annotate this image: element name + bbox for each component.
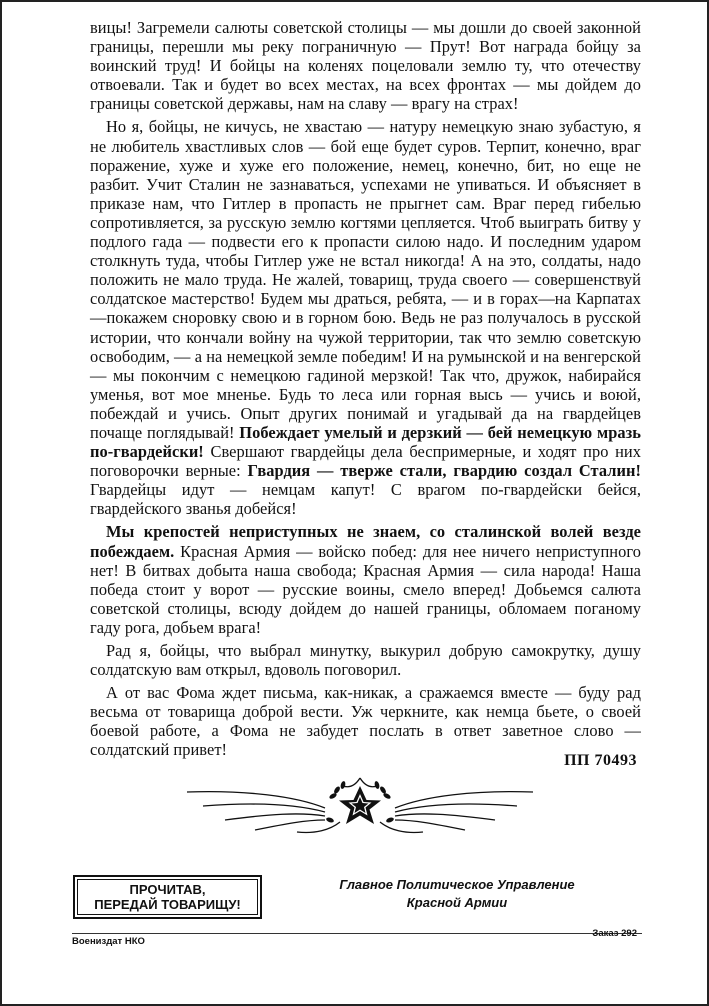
article-body <box>90 18 641 764</box>
paragraph-1: вицы! Загремели салюты советской столицы — мы дошли до своей законной границы, перешли мы реку пограничную — Прут! Вот награда бойцу за воинский труд! И бойцы на коленях поцеловали землю ту, что отечеству отвоевали. Так и будет во всех местах, на всех фронтах — мы дойдем до границы советской державы, нам на славу — врагу на страх! <box>90 18 641 114</box>
footer-order-number: Заказ 292 <box>592 928 637 939</box>
stamp-line-1: ПРОЧИТАВ, <box>129 882 206 897</box>
publisher-line-2: Красной Армии <box>406 895 508 910</box>
footer-publisher: Воениздат НКО <box>72 936 145 947</box>
paragraph-4: Рад я, бойцы, что выбрал минутку, выкурил добрую самокрутку, душу солдатскую вам открыл, вдоволь поговорил. <box>90 641 641 680</box>
pass-to-comrade-stamp <box>73 875 262 919</box>
paragraph-5: А от вас Фома ждет письма, как-никак, а сражаемся вместе — буду рад весьма от товарища доброй вести. Уж черкните, как немца бьете, о своей боевой работе, а Фома не забудет послать в ответ заветное слово — солдатский привет! <box>90 683 641 760</box>
paragraph-2-text-e: Гвардейцы идут — немцам капут! С врагом по-гвардейски бейся, гвардейского званья добейся! <box>90 480 641 519</box>
star-wreath-icon <box>185 772 535 842</box>
paragraph-2 <box>90 117 641 518</box>
slogan-guards-steel: Гвардия — тверже стали, гвардию создал Сталин! <box>247 461 641 481</box>
stamp-line-2: ПЕРЕДАЙ ТОВАРИЩУ! <box>94 897 241 912</box>
publisher-line-1: Главное Политическое Управление <box>339 877 575 892</box>
slogan-guards-bold: Побеждает умелый и дерзкий — бей немецкую мразь по-гвардейски! <box>90 422 641 462</box>
footer-divider <box>72 933 642 934</box>
paragraph-3-text-b: Красная Армия — войско побед: для нее ничего неприступного нет! В битвах добыта наша свобода; Красная Армия — сила народа! Наша победа стоит у ворот — русские воины, смело вперед! Добьемся салюта советской столицы, всюду дойдем до нашей границы, обломаем поганому гаду рога, добьем врага! <box>90 541 641 637</box>
print-code: ПП 70493 <box>564 752 637 769</box>
slogan-fortresses: Мы крепостей неприступных не знаем, со сталинской волей везде побеждаем. <box>90 522 641 561</box>
paragraph-2-text-a: Но я, бойцы, не кичусь, не хвастаю — натуру немецкую знаю зубастую, я не любитель хвастливых слов — бой еще будет суров. Терпит, конечно, враг поражение, хуже и хуже его положение, немец, конечно, бит, но еще не разбит. Учит Сталин не зазнаваться, успехами не упиваться. И объясняет в приказе нам, что Гитлер в пропасть не прыгнет сам. Враг перед гибелью сопротивляется, за русскую землю когтями цепляется. Чтоб выиграть битву у подлого гада — подвести его к пропасти силою надо. И последним ударом столкнуть туда, чтобы Гитлер уже не встал никогда! А на это, солдаты, надо положить не мало труда. Не жалей, товарищ, труда своего — совершенствуй солдатское мастерство! Будем мы драться, ребята, — и в горах—на Карпатах—покажем сноровку свою и в горном бою. Ведь не раз получалось в русской истории, что кончали войну на чужой территории, так что землю советскую освободим, — а на немецкой земле победим! И на румынской и на венгерской — мы покончим с немецкою гадиной мерзкой! Так что, дружок, набирайся уменья, вот мое мненье. Будь то леса или горная высь — учись и воюй, побеждай и учись. Опыт других понимай и угадывай да на гвардейцев почаще поглядывай! <box>90 117 641 442</box>
paragraph-3 <box>90 522 641 637</box>
paragraph-2-text-c: Свершают гвардейцы дела беспримерные, и ходят про них поговорочки верные: <box>90 442 642 481</box>
publisher-block <box>302 876 612 912</box>
